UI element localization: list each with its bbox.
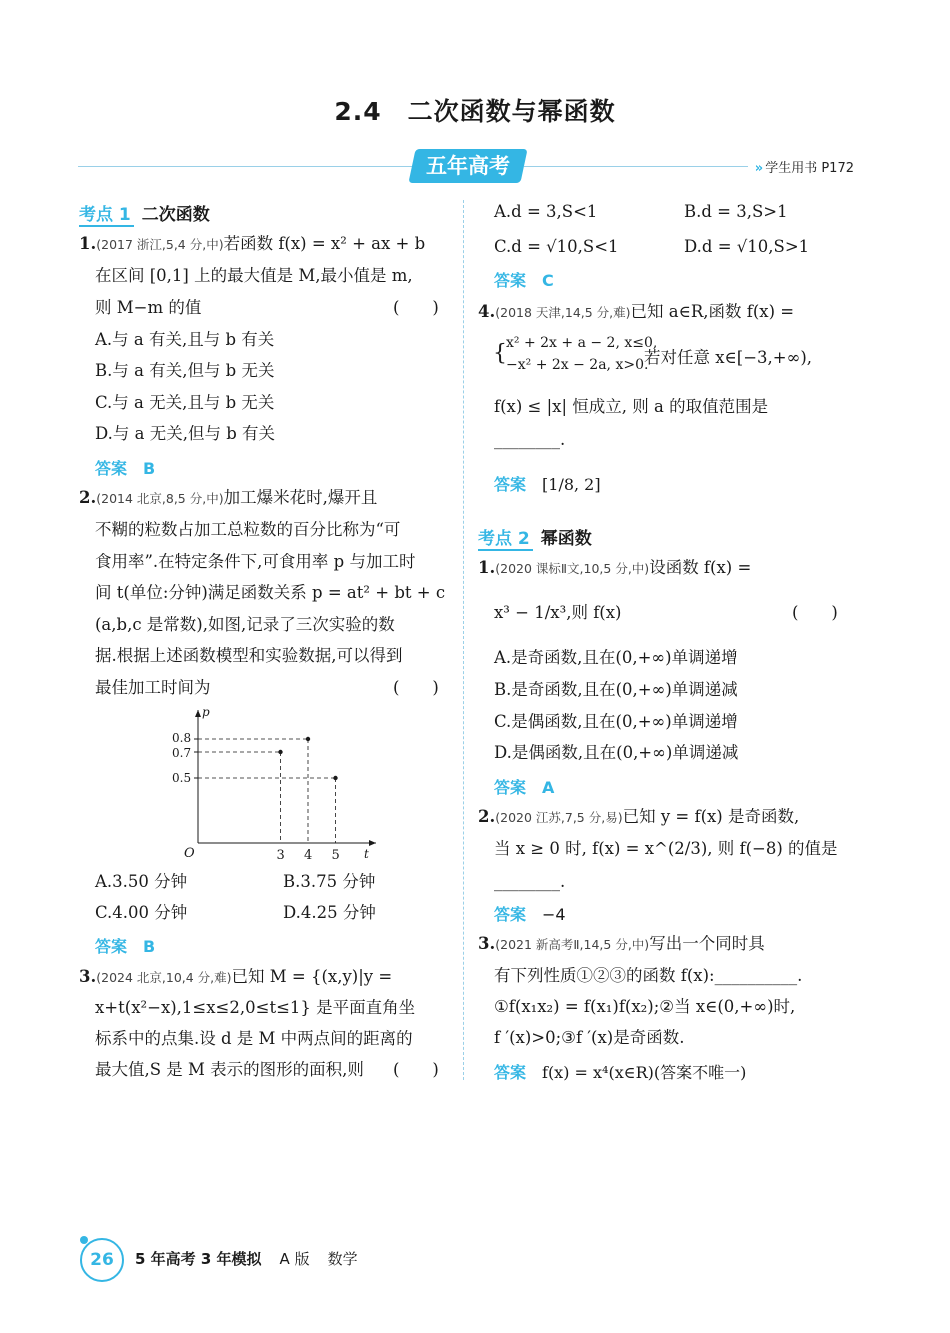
header-rule-right xyxy=(524,166,748,167)
power-question-2-blank[interactable]: ________. xyxy=(494,872,566,891)
question-2-line-6: 据.根据上述函数模型和实验数据,可以得到 xyxy=(95,646,403,665)
data-point xyxy=(278,750,282,754)
question-3-line-2: x+t(x²−x),1≤x≤2,0≤t≤1} 是平面直角坐 xyxy=(95,998,416,1017)
piecewise-brace: { xyxy=(493,341,507,366)
question-2-line-2: 不糊的粒数占加工总粒数的百分比称为“可 xyxy=(95,520,401,539)
question-2-line-5: (a,b,c 是常数),如图,记录了三次实验的数 xyxy=(95,615,395,634)
power-question-1-option-a[interactable]: A.是奇函数,且在(0,+∞)单调递增 xyxy=(494,648,738,667)
y-axis-label: p xyxy=(202,705,210,719)
question-3-option-a[interactable]: A.d = 3,S<1 xyxy=(494,202,598,221)
question-1-line-3: 则 M−m 的值 xyxy=(95,298,202,317)
question-3-paren: ( ) xyxy=(393,1060,439,1079)
y-tick-label: 0.5 xyxy=(172,771,192,785)
x-tick-label: 4 xyxy=(304,848,313,863)
data-point xyxy=(333,776,337,780)
question-1-line-2: 在区间 [0,1] 上的最大值是 M,最小值是 m, xyxy=(95,266,413,285)
question-1-line-1: 1.(2017 浙江,5,4 分,中)若函数 f(x) = x² + ax + b xyxy=(79,234,426,253)
question-3-option-b[interactable]: B.d = 3,S>1 xyxy=(684,202,788,221)
question-2-line-1: 2.(2014 北京,8,5 分,中)加工爆米花时,爆开且 xyxy=(79,488,378,507)
question-3-option-c[interactable]: C.d = √10,S<1 xyxy=(494,237,619,256)
question-2-line-7: 最佳加工时间为 xyxy=(95,678,211,697)
question-2-line-3: 食用率”.在特定条件下,可食用率 p 与加工时 xyxy=(95,552,416,571)
power-question-1-line-2: x³ − 1/x³,则 f(x) xyxy=(494,603,622,622)
question-1-answer: 答案 B xyxy=(95,459,156,478)
page-title: 2.4 二次函数与幂函数 xyxy=(334,97,616,126)
question-2-answer: 答案 B xyxy=(95,937,156,956)
question-4-blank[interactable]: ________. xyxy=(494,430,566,449)
question-2-paren: ( ) xyxy=(393,678,439,697)
question-4-line-2: 若对任意 x∈[−3,+∞), xyxy=(644,348,813,367)
section-banner: 五年高考 xyxy=(408,149,527,183)
column-divider xyxy=(463,200,464,1080)
x-axis-arrow xyxy=(369,840,376,846)
question-2-option-a[interactable]: A.3.50 分钟 xyxy=(95,872,188,891)
question-4-answer: 答案 [1/8, 2] xyxy=(494,475,601,494)
x-tick-label: 5 xyxy=(331,848,340,863)
piecewise-cases: x² + 2x + a − 2, x≤0, −x² + 2x − 2a, x>0. xyxy=(506,335,658,373)
student-book-ref: » 学生用书 P172 xyxy=(754,161,854,176)
section-heading-1: 考点 1 二次函数 xyxy=(79,205,210,225)
question-3-option-d[interactable]: D.d = √10,S>1 xyxy=(684,237,810,256)
question-1-option-d[interactable]: D.与 a 无关,但与 b 有关 xyxy=(95,424,276,443)
question-3-line-3: 标系中的点集.设 d 是 M 中两点间的距离的 xyxy=(95,1029,413,1048)
power-question-1-option-d[interactable]: D.是偶函数,且在(0,+∞)单调递减 xyxy=(494,743,739,762)
question-4-line-3: f(x) ≤ |x| 恒成立, 则 a 的取值范围是 xyxy=(494,397,769,416)
power-question-1-paren: ( ) xyxy=(792,603,838,622)
question-1-paren: ( ) xyxy=(393,298,439,317)
question-4-line-1: 4.(2018 天津,14,5 分,难)已知 a∈R,函数 f(x) = xyxy=(478,302,795,321)
x-axis-label: t xyxy=(364,847,369,861)
section-heading-2: 考点 2 幂函数 xyxy=(478,529,592,549)
footer-book-info: 5 年高考 3 年模拟 A 版 数学 xyxy=(135,1250,358,1268)
question-1-option-b[interactable]: B.与 a 有关,但与 b 无关 xyxy=(95,361,275,380)
question-1-option-c[interactable]: C.与 a 无关,且与 b 无关 xyxy=(95,393,275,412)
origin-label: O xyxy=(184,846,195,861)
power-question-3-line-2: 有下列性质①②③的函数 f(x):__________. xyxy=(494,966,803,985)
x-tick-label: 3 xyxy=(276,848,285,863)
power-question-1-option-c[interactable]: C.是偶函数,且在(0,+∞)单调递增 xyxy=(494,712,738,731)
power-question-3-line-1: 3.(2021 新高考Ⅱ,14,5 分,中)写出一个同时具 xyxy=(478,934,765,953)
experiment-chart xyxy=(150,700,390,870)
question-3-line-4: 最大值,S 是 M 表示的图形的面积,则 xyxy=(95,1060,364,1079)
question-2-line-4: 间 t(单位:分钟)满足函数关系 p = at² + bt + c xyxy=(95,583,446,602)
question-2-option-d[interactable]: D.4.25 分钟 xyxy=(283,903,376,922)
power-question-2-answer: 答案 −4 xyxy=(494,905,566,924)
data-point xyxy=(306,737,310,741)
power-question-3-answer: 答案 f(x) = x⁴(x∈R)(答案不唯一) xyxy=(494,1063,747,1082)
question-2-option-c[interactable]: C.4.00 分钟 xyxy=(95,903,188,922)
power-question-2-line-1: 2.(2020 江苏,7,5 分,易)已知 y = f(x) 是奇函数, xyxy=(478,807,800,826)
y-tick-label: 0.7 xyxy=(172,746,192,760)
question-2-option-b[interactable]: B.3.75 分钟 xyxy=(283,872,376,891)
question-3-answer: 答案 C xyxy=(494,271,554,290)
power-question-1-option-b[interactable]: B.是奇函数,且在(0,+∞)单调递减 xyxy=(494,680,738,699)
question-3-line-1: 3.(2024 北京,10,4 分,难)已知 M = {(x,y)|y = xyxy=(79,967,393,986)
y-axis-arrow xyxy=(195,710,201,717)
power-question-1-line-1: 1.(2020 课标Ⅱ文,10,5 分,中)设函数 f(x) = xyxy=(478,558,752,577)
question-1-option-a[interactable]: A.与 a 有关,且与 b 有关 xyxy=(95,330,275,349)
power-question-1-answer: 答案 A xyxy=(494,778,555,797)
page-dot-icon xyxy=(80,1236,88,1244)
power-question-3-line-4: f ′(x)>0;③f ′(x)是奇函数. xyxy=(494,1028,685,1047)
y-tick-label: 0.8 xyxy=(172,731,192,745)
page-number: 26 xyxy=(80,1238,124,1282)
power-question-3-line-3: ①f(x₁x₂) = f(x₁)f(x₂);②当 x∈(0,+∞)时, xyxy=(494,997,796,1016)
chevron-right-icon: » xyxy=(754,161,764,176)
power-question-2-line-2: 当 x ≥ 0 时, f(x) = x^(2/3), 则 f(−8) 的值是 xyxy=(494,839,838,858)
header-rule-left xyxy=(78,166,412,167)
